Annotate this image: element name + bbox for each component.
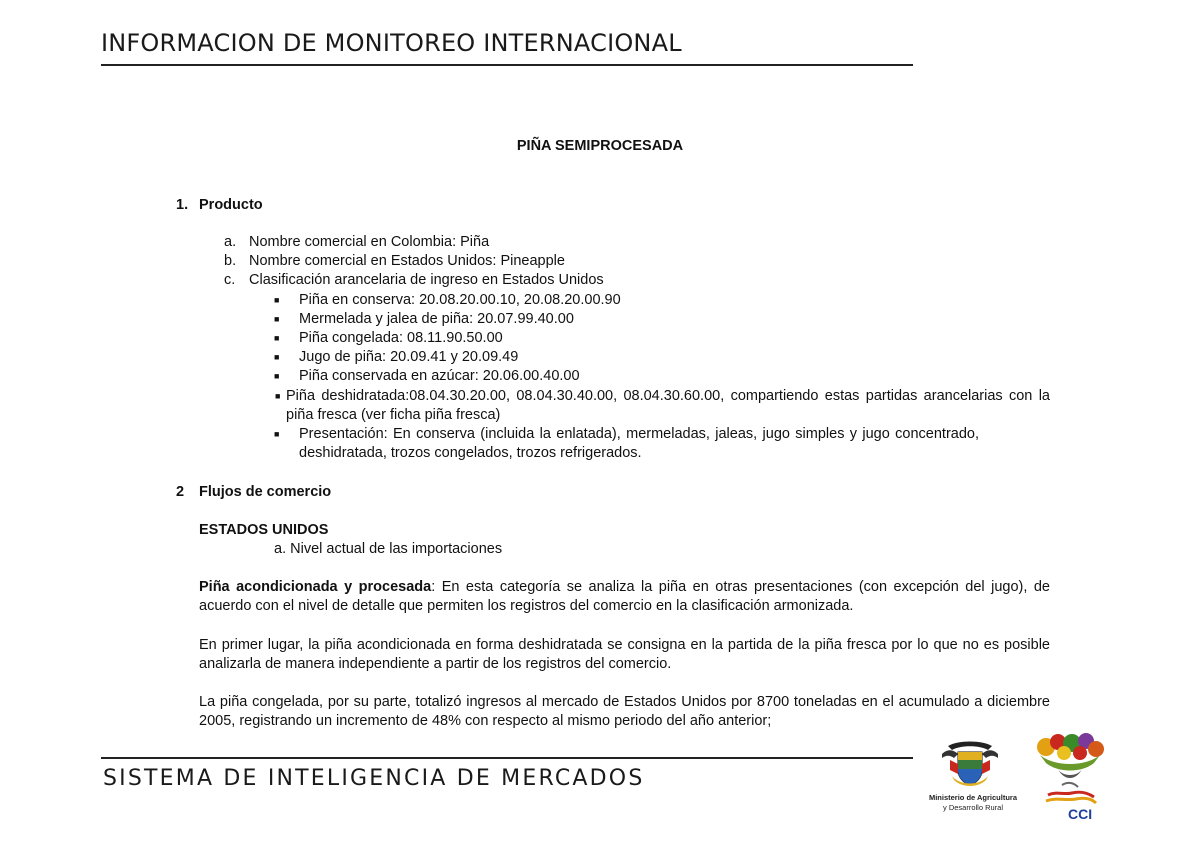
header-rule	[101, 64, 913, 66]
paragraph-body: : En esta categoría se analiza la piña en otras presentaciones (con excepción del jugo), de acuerdo con el nivel de detalle que permiten los registros del comercio en la clasificación armonizada.	[199, 579, 1051, 614]
section1-number: 1.	[176, 197, 189, 213]
bullet-item: Piña congelada: 08.11.90.50.00	[299, 330, 503, 346]
ministry-line1: Ministerio de Agricultura	[928, 793, 1018, 802]
section2-heading: Flujos de comercio	[199, 484, 332, 500]
sub-item: a. Nivel actual de las importaciones	[274, 541, 503, 557]
bullet-icon: ■	[274, 429, 280, 439]
footer-title: SISTEMA DE INTELIGENCIA DE MERCADOS	[103, 766, 645, 791]
list-item: Nombre comercial en Colombia: Piña	[249, 234, 490, 250]
item-marker: c.	[224, 272, 236, 288]
paragraph-lead: Piña acondicionada y procesada	[199, 579, 432, 595]
paragraph: La piña congelada, por su parte, totalizó ingresos al mercado de Estados Unidos por 8700 toneladas en el acumulado a diciembre 2005, registrando un incremento de 48% con respecto al mismo periodo del año anterior;	[199, 694, 1050, 729]
list-item: Nombre comercial en Estados Unidos: Pineapple	[249, 253, 565, 269]
bullet-item: Jugo de piña: 20.09.41 y 20.09.49	[299, 349, 519, 365]
bullet-item: Mermelada y jalea de piña: 20.07.99.40.00	[299, 311, 574, 327]
bullet-icon: ■	[274, 352, 280, 362]
paragraph: En primer lugar, la piña acondicionada en forma deshidratada se consigna en la partida de la piña fresca por lo que no es posible analizarla de manera independiente a partir de los registros del comercio.	[199, 637, 1050, 672]
cci-logo	[1034, 733, 1106, 823]
bullet-icon: ■	[274, 371, 280, 381]
bullet-item: Presentación: En conserva (incluida la enlatada), mermeladas, jaleas, jugo simples y jugo concentrado, deshidratada, trozos congelados, trozos refrigerados.	[299, 426, 979, 461]
bullet-item: Piña en conserva: 20.08.20.00.10, 20.08.20.00.90	[299, 292, 621, 308]
document-title: PIÑA SEMIPROCESADA	[516, 138, 684, 154]
header-title: INFORMACION DE MONITOREO INTERNACIONAL	[101, 29, 682, 57]
section2-number: 2	[176, 484, 185, 500]
coat-of-arms-logo	[940, 740, 1000, 788]
bullet-item	[286, 387, 1050, 425]
list-item: Clasificación arancelaria de ingreso en Estados Unidos	[249, 272, 604, 288]
section1-heading: Producto	[199, 197, 263, 213]
item-marker: b.	[224, 253, 237, 269]
cci-label: CCI	[1068, 806, 1093, 822]
bullet-icon: ■	[274, 333, 280, 343]
paragraph	[199, 578, 1050, 616]
bullet-item-text: Piña deshidratada:08.04.30.20.00, 08.04.30.40.00, 08.04.30.60.00, compartiendo estas partidas arancelarias con la piña fresca (ver ficha piña fresca)	[286, 388, 1050, 423]
bullet-icon: ■	[275, 391, 281, 401]
bullet-icon: ■	[274, 314, 280, 324]
bullet-item: Piña conservada en azúcar: 20.06.00.40.00	[299, 368, 580, 384]
item-marker: a.	[224, 234, 237, 250]
ministry-line2: y Desarrollo Rural	[942, 803, 1004, 812]
bullet-icon: ■	[274, 295, 280, 305]
ministry-label	[908, 793, 1038, 813]
subheading: ESTADOS UNIDOS	[199, 522, 329, 538]
footer-rule	[101, 757, 913, 759]
